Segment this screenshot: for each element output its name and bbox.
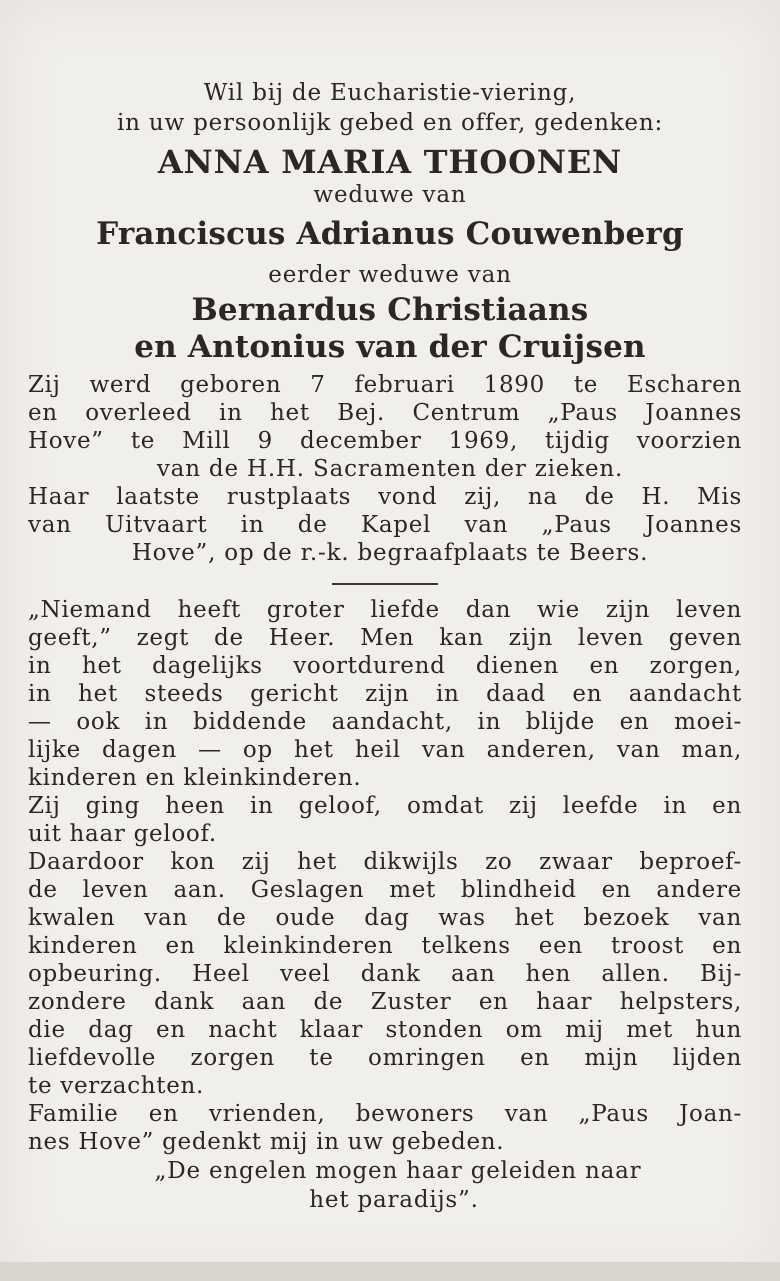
- bio-line: van Uitvaart in de Kapel van „Paus Joannes: [28, 512, 742, 538]
- meditation-line: Daardoor kon zij het dikwijls zo zwaar beproef-: [28, 849, 742, 875]
- card-bottom-edge: [0, 1262, 780, 1281]
- bio-line: Hove” te Mill 9 december 1969, tijdig voorzien: [28, 428, 742, 454]
- meditation-line: in het dagelijks voortdurend dienen en zorgen,: [28, 653, 742, 679]
- bio-line: Haar laatste rustplaats vond zij, na de H. Mis: [28, 484, 742, 510]
- meditation-line: „Niemand heeft groter liefde dan wie zijn leven: [28, 597, 742, 623]
- bio-line: van de H.H. Sacramenten der zieken.: [156, 456, 624, 482]
- meditation-line: kinderen en kleinkinderen.: [28, 765, 362, 791]
- meditation-line: de leven aan. Geslagen met blindheid en andere: [28, 877, 742, 903]
- widow-of-label: weduwe van: [313, 182, 467, 208]
- meditation-line: — ook in biddende aandacht, in blijde en moei-: [28, 709, 742, 735]
- meditation-line: kwalen van de oude dag was het bezoek van: [28, 905, 742, 931]
- meditation-line: kinderen en kleinkinderen telkens een troost en: [28, 933, 742, 959]
- meditation-line: opbeuring. Heel veel dank aan hen allen. Bij-: [28, 961, 742, 987]
- meditation-line: geeft,” zegt de Heer. Men kan zijn leven geven: [28, 625, 742, 651]
- meditation-line: Familie en vrienden, bewoners van „Paus Joan-: [28, 1101, 742, 1127]
- intro-line-2: in uw persoonlijk gebed en offer, gedenken:: [116, 110, 664, 136]
- deceased-name: ANNA MARIA THOONEN: [157, 143, 623, 181]
- meditation-line: zondere dank aan de Zuster en haar helpsters,: [28, 989, 742, 1015]
- bio-line: Zij werd geboren 7 februari 1890 te Escharen: [28, 372, 742, 398]
- meditation-line: uit haar geloof.: [28, 821, 217, 847]
- former-husband-1: Bernardus Christiaans: [191, 292, 589, 328]
- husband-name: Franciscus Adrianus Couwenberg: [96, 216, 684, 252]
- meditation-line: lijke dagen — op het heil van anderen, van man,: [28, 737, 742, 763]
- former-widow-label: eerder weduwe van: [268, 262, 512, 288]
- meditation-line: die dag en nacht klaar stonden om mij met hun: [28, 1017, 742, 1043]
- meditation-line: nes Hove” gedenkt mij in uw gebeden.: [28, 1129, 505, 1155]
- meditation-line: liefdevolle zorgen te omringen en mijn lijden: [28, 1045, 742, 1071]
- bio-line: Hove”, op de r.-k. begraafplaats te Beers.: [131, 540, 649, 566]
- divider-rule: [332, 583, 438, 585]
- closing-quote-line-1: „De engelen mogen haar geleiden naar: [154, 1158, 642, 1184]
- former-husband-2: en Antonius van der Cruijsen: [134, 329, 646, 365]
- meditation-line: Zij ging heen in geloof, omdat zij leefde in en: [28, 793, 742, 819]
- meditation-line: in het steeds gericht zijn in daad en aandacht: [28, 681, 742, 707]
- bio-line: en overleed in het Bej. Centrum „Paus Joannes: [28, 400, 742, 426]
- closing-quote-line-2: het paradijs”.: [309, 1187, 479, 1213]
- intro-line-1: Wil bij de Eucharistie-viering,: [203, 80, 577, 106]
- meditation-line: te verzachten.: [28, 1073, 205, 1099]
